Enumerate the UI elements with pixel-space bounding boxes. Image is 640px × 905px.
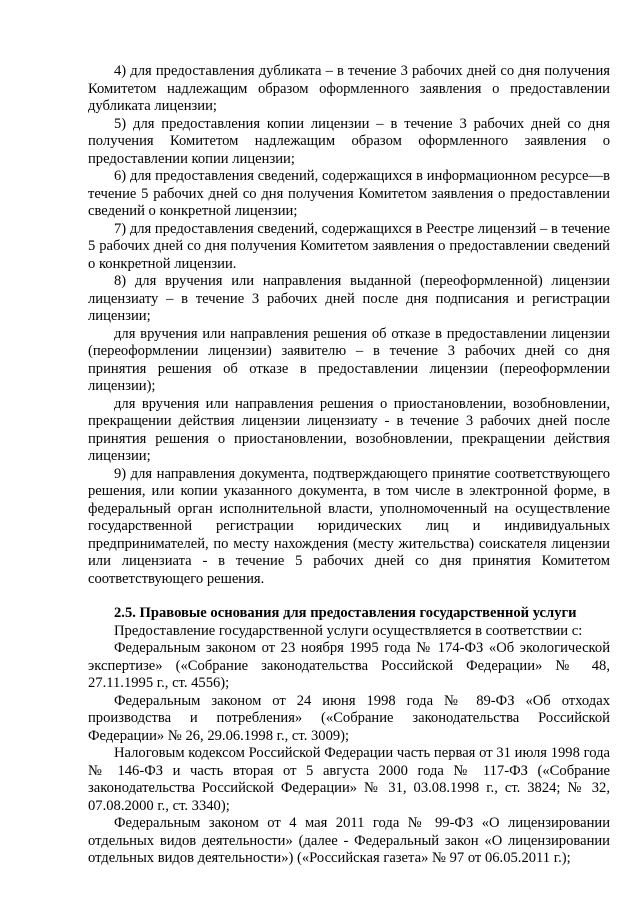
paragraph-suspension-delivery-term: для вручения или направления решения о приостановлении, возобновлении, прекращении действия лицензии лицензиату - в течение 3 рабочих дней после принятия решения о приостановлении, возобновлении, прекращении действия лицензии;	[88, 395, 610, 464]
paragraph-tax-code: Налоговым кодексом Российской Федерации часть первая от 31 июля 1998 года № 146-ФЗ и часть вторая от 5 августа 2000 года № 117-ФЗ («Собрание законодательства Российской Федерации» № 31, 03.08.1998 г., ст. 3824; № 32, 07.08.2000 г., ст. 3340);	[88, 745, 610, 814]
paragraph-law-174fz: Федеральным законом от 23 ноября 1995 года № 174-ФЗ «Об экологической экспертизе» («Собрание законодательства Российской Федерации» № 48, 27.11.1995 г., ст. 4556);	[88, 640, 610, 691]
section-spacer	[88, 588, 610, 605]
paragraph-duplicate-term: 4) для предоставления дубликата – в течение 3 рабочих дней со дня получения Комитетом надлежащим образом оформленного заявления о предоставлении дубликата лицензии;	[88, 63, 610, 114]
paragraph-document-sending-term: 9) для направления документа, подтверждающего принятие соответствующего решения, или копии указанного документа, в том числе в электронной форме, в федеральный орган исполнительной власти, уполномоченный на осуществление государственной регистрации юридических лиц и индивидуальных предпринимателей, по месту нахождения (месту жительства) соискателя лицензии или лицензиата - в течение 5 рабочих дней со дня принятия Комитетом соответствующего решения.	[88, 465, 610, 587]
paragraph-refusal-delivery-term: для вручения или направления решения об отказе в предоставлении лицензии (переоформлении лицензии) заявителю – в течение 3 рабочих дней со дня принятия решения об отказе в предоставлении лицензии (переоформлении лицензии);	[88, 325, 610, 394]
paragraph-info-resource-term: 6) для предоставления сведений, содержащихся в информационном ресурсе—в течение 5 рабочих дней со дня получения Комитетом заявления о предоставлении сведений о конкретной лицензии;	[88, 168, 610, 219]
paragraph-delivery-license-term: 8) для вручения или направления выданной (переоформленной) лицензии лицензиату – в течение 3 рабочих дней после дня подписания и регистрации лицензии;	[88, 273, 610, 324]
section-heading: 2.5. Правовые основания для предоставления государственной услуги	[114, 605, 577, 621]
paragraph-legal-intro: Предоставление государственной услуги осуществляется в соответствии с:	[114, 622, 583, 639]
paragraph-copy-term: 5) для предоставления копии лицензии – в течение 3 рабочих дней со дня получения Комитетом надлежащим образом оформленного заявления о предоставлении копии лицензии;	[88, 115, 610, 167]
paragraph-registry-term: 7) для предоставления сведений, содержащихся в Реестре лицензий – в течение 5 рабочих дней со дня получения Комитетом заявления о предоставлении сведений о конкретной лицензии.	[88, 220, 610, 272]
document-page	[88, 63, 610, 868]
paragraph-law-99fz: Федеральным законом от 4 мая 2011 года № 99-ФЗ «О лицензировании отдельных видов деятельности» (далее - Федеральный закон «О лицензировании отдельных видов деятельности») («Российская газета» № 97 от 06.05.2011 г.);	[88, 815, 610, 866]
paragraph-law-89fz: Федеральным законом от 24 июня 1998 года № 89-ФЗ «Об отходах производства и потребления» («Собрание законодательства Российской Федерации» № 26, 29.06.1998 г., ст. 3009);	[88, 692, 610, 744]
